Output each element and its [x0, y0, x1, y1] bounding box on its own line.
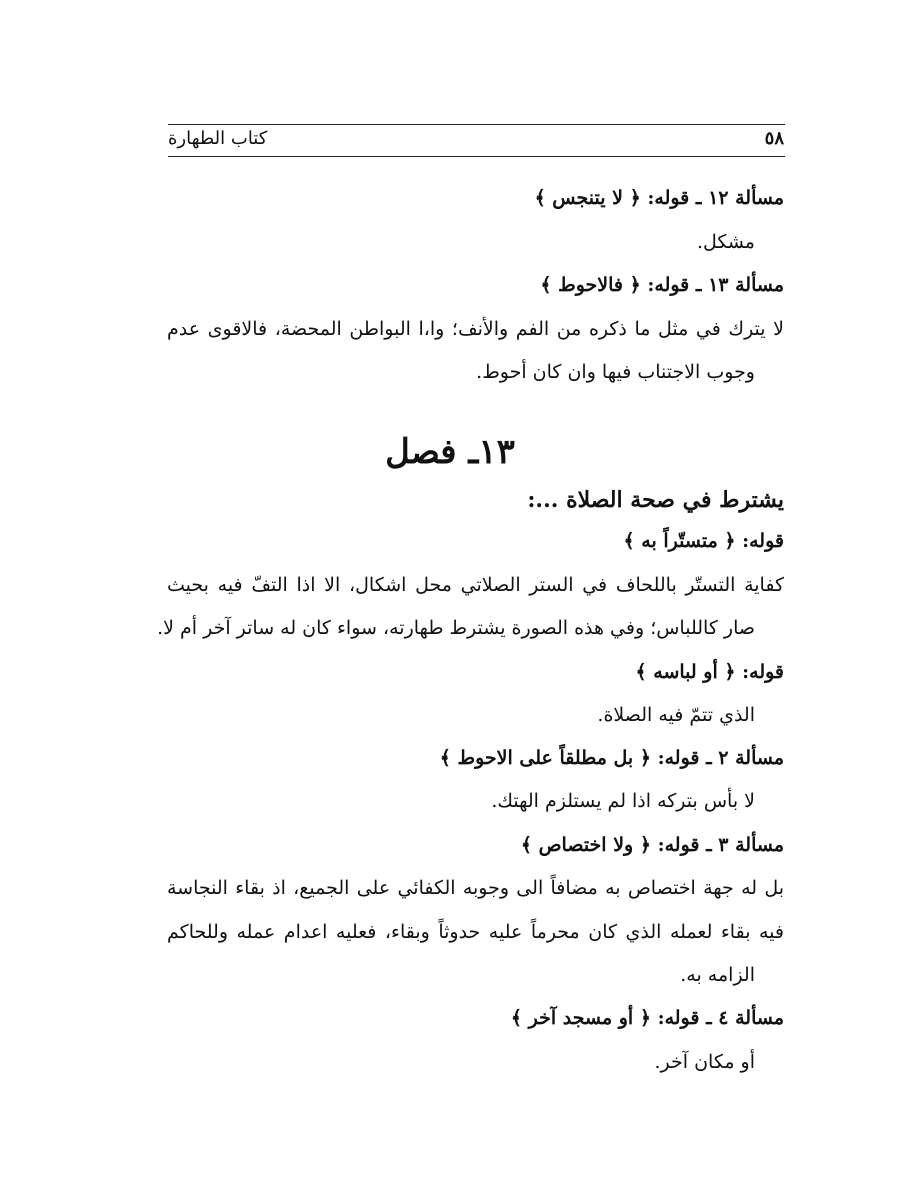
paragraph-line: لا يترك في مثل ما ذكره من الفم والأنف؛ وا،ا البواطن المحضة، فالاقوى عدم [167, 318, 784, 340]
issue-heading-13: مسألة ١٣ ـ قوله: ﴿ فالاحوط ﴾ [540, 274, 784, 296]
header-bottom-rule [168, 156, 785, 157]
paragraph-line: لا بأس بتركه اذا لم يستلزم الهتك. [491, 790, 755, 812]
quote-heading: قوله: ﴿ أو لباسه ﴾ [635, 661, 784, 683]
issue-heading-2: مسألة ٢ ـ قوله: ﴿ بل مطلقاً على الاحوط ﴾ [439, 747, 784, 769]
header-top-rule [168, 124, 785, 125]
issue-heading-4: مسألة ٤ ـ قوله: ﴿ أو مسجد آخر ﴾ [510, 1007, 784, 1029]
paragraph-line: الذي تتمّ فيه الصلاة. [597, 704, 755, 726]
section-subheading: يشترط في صحة الصلاة ...: [527, 487, 784, 513]
paragraph-line: كفاية التستّر باللحاف في الستر الصلاتي محل اشكال، الا اذا التفّ فيه بحيث [167, 574, 784, 596]
quote-heading: قوله: ﴿ متستّراً به ﴾ [623, 530, 784, 552]
paragraph-line: الزامه به. [680, 964, 755, 986]
running-title: كتاب الطهارة [168, 128, 268, 149]
paragraph-line: فيه بقاء لعمله الذي كان محرماً عليه حدوثاً وبقاء، فعليه اعدام عمله وللحاكم [167, 921, 784, 943]
section-title: ١٣ـ فصل [385, 432, 515, 472]
paragraph-line: صار كاللباس؛ وفي هذه الصورة يشترط طهارته، سواء كان له ساتر آخر أم لا. [157, 617, 755, 639]
paragraph-line: بل له جهة اختصاص به مضافاً الى وجوبه الكفائي على الجميع، اذ بقاء النجاسة [167, 877, 784, 899]
paragraph-line: أو مكان آخر. [654, 1051, 755, 1073]
issue-heading-12: مسألة ١٢ ـ قوله: ﴿ لا يتنجس ﴾ [534, 187, 784, 209]
issue-heading-3: مسألة ٣ ـ قوله: ﴿ ولا اختصاص ﴾ [520, 834, 784, 856]
paragraph-line: وجوب الاجتناب فيها وان كان أحوط. [476, 361, 755, 383]
running-header [168, 128, 784, 156]
paragraph-line: مشكل. [696, 231, 755, 253]
page-number: ٥٨ [764, 128, 784, 149]
